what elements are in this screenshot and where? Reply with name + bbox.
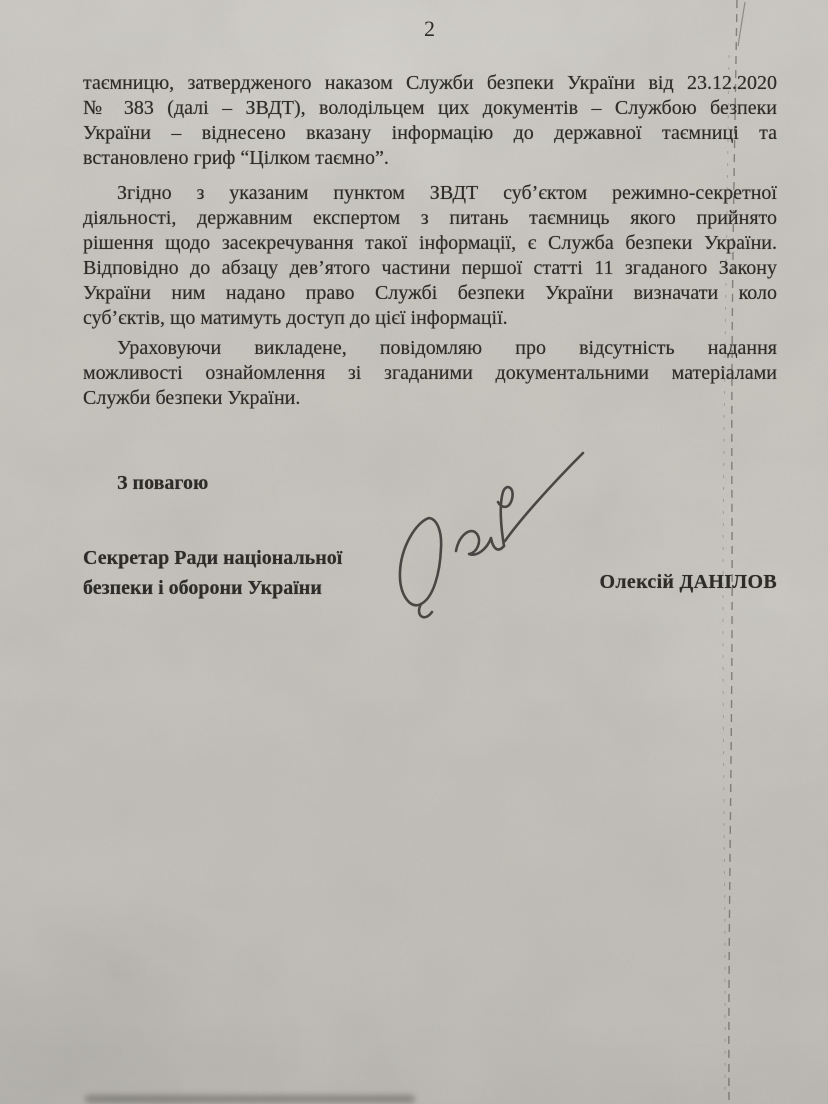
page-number: 2 xyxy=(424,16,436,41)
signature-handwriting xyxy=(380,435,595,625)
text-line: Згідно з указаним пунктом ЗВДТ суб’єктом режимно-секретної xyxy=(117,182,777,204)
text-line: таємницю, затвердженого наказом Служби безпеки України від 23.12.2020 xyxy=(83,72,777,94)
text-line: суб’єктів, що матимуть доступ до цієї інформації. xyxy=(83,307,508,329)
text-line: України ним надано право Службі безпеки України визначати коло xyxy=(83,282,777,304)
text-line: встановлено гриф “Цілком таємно”. xyxy=(83,147,389,169)
paragraph-2 xyxy=(83,181,777,331)
text-line: № 383 (далі – ЗВДТ), володільцем цих документів – Службою безпеки xyxy=(83,97,777,119)
signer-title-line2: безпеки і оборони України xyxy=(83,577,322,599)
text-line: Служби безпеки України. xyxy=(83,387,301,409)
text-line: можливості ознайомлення зі згаданими документальними матеріалами xyxy=(83,362,777,384)
text-line: Відповідно до абзацу дев’ятого частини першої статті 11 згаданого Закону xyxy=(83,257,777,279)
signer-title-line1: Секретар Ради національної xyxy=(83,547,343,569)
signer-name: Олексій ДАНІЛОВ xyxy=(599,571,777,593)
scan-artifact-smudge xyxy=(85,1095,415,1103)
closing-salutation: З повагою xyxy=(117,472,209,494)
text-line: рішення щодо засекречування такої інформації, є Служба безпеки України. xyxy=(83,232,777,254)
text-line: України – віднесено вказану інформацію до державної таємниці та xyxy=(83,122,777,144)
text-line: Ураховуючи викладене, повідомляю про відсутність надання xyxy=(117,337,777,359)
paragraph-1 xyxy=(83,71,777,171)
text-line: діяльності, державним експертом з питань таємниць якого прийнято xyxy=(83,207,777,229)
paragraph-3 xyxy=(83,336,777,411)
